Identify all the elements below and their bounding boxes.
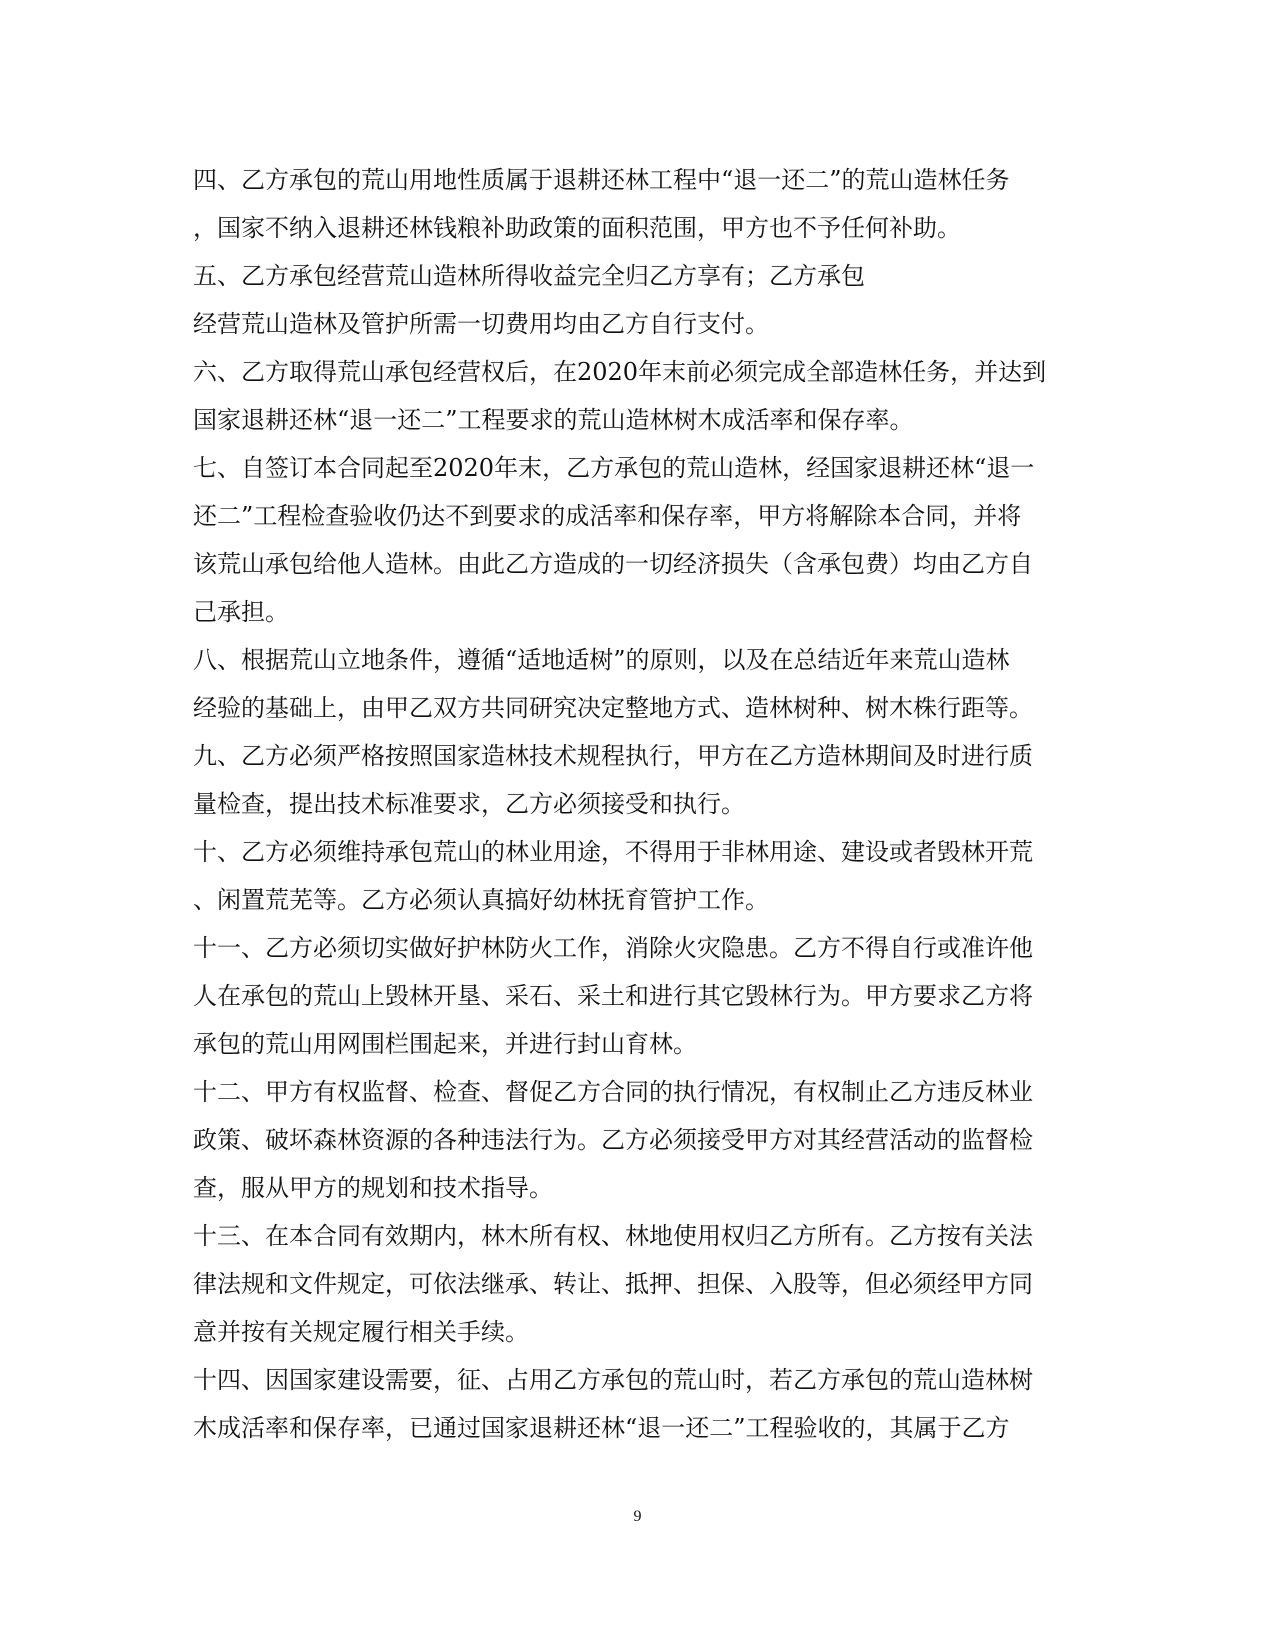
text-line: 十二、甲方有权监督、检查、督促乙方合同的执行情况，有权制止乙方违反林业 — [193, 1078, 1033, 1106]
text-line: 己承担。 — [193, 598, 289, 626]
text-line: 该荒山承包给他人造林。由此乙方造成的一切经济损失（含承包费）均由乙方自 — [193, 550, 1033, 578]
text-line: 七、自签订本合同起至2020年末，乙方承包的荒山造林，经国家退耕还林“退一 — [193, 454, 1035, 482]
text-line: 人在承包的荒山上毁林开垦、采石、采土和进行其它毁林行为。甲方要求乙方将 — [193, 982, 1033, 1010]
text-line: 政策、破坏森林资源的各种违法行为。乙方必须接受甲方对其经营活动的监督检 — [193, 1126, 1033, 1154]
text-line: ，国家不纳入退耕还林钱粮补助政策的面积范围，甲方也不予任何补助。 — [193, 214, 961, 242]
text-line: 四、乙方承包的荒山用地性质属于退耕还林工程中“退一还二”的荒山造林任务 — [193, 166, 1010, 194]
text-line: 经验的基础上，由甲乙双方共同研究决定整地方式、造林树种、树木株行距等。 — [193, 694, 1033, 722]
text-line: 十四、因国家建设需要，征、占用乙方承包的荒山时，若乙方承包的荒山造林树 — [193, 1366, 1033, 1394]
text-line: 十、乙方必须维持承包荒山的林业用途，不得用于非林用途、建设或者毁林开荒 — [193, 838, 1033, 866]
text-line: 八、根据荒山立地条件，遵循“适地适树”的原则，以及在总结近年来荒山造林 — [193, 646, 1010, 674]
text-line: 六、乙方取得荒山承包经营权后，在2020年末前必须完成全部造林任务，并达到 — [193, 358, 1047, 386]
text-line: 国家退耕还林“退一还二”工程要求的荒山造林树木成活率和保存率。 — [193, 406, 914, 434]
text-line: 十一、乙方必须切实做好护林防火工作，消除火灾隐患。乙方不得自行或准许他 — [193, 934, 1033, 962]
text-line: 经营荒山造林及管护所需一切费用均由乙方自行支付。 — [193, 310, 769, 338]
page-number: 9 — [633, 1508, 642, 1525]
text-line: 律法规和文件规定，可依法继承、转让、抵押、担保、入股等，但必须经甲方同 — [193, 1270, 1033, 1298]
document-body — [193, 156, 1073, 1452]
text-line: 查，服从甲方的规划和技术指导。 — [193, 1174, 553, 1202]
text-line: 木成活率和保存率，已通过国家退耕还林“退一还二”工程验收的，其属于乙方 — [193, 1414, 1010, 1442]
text-line: 九、乙方必须严格按照国家造林技术规程执行，甲方在乙方造林期间及时进行质 — [193, 742, 1033, 770]
text-line: 五、乙方承包经营荒山造林所得收益完全归乙方享有；乙方承包 — [193, 262, 865, 290]
text-line: 十三、在本合同有效期内，林木所有权、林地使用权归乙方所有。乙方按有关法 — [193, 1222, 1033, 1250]
text-line: 承包的荒山用网围栏围起来，并进行封山育林。 — [193, 1030, 697, 1058]
text-line: 还二”工程检查验收仍达不到要求的成活率和保存率，甲方将解除本合同，并将 — [193, 502, 1022, 530]
text-line: 量检查，提出技术标准要求，乙方必须接受和执行。 — [193, 790, 745, 818]
text-line: 意并按有关规定履行相关手续。 — [193, 1318, 529, 1346]
text-line: 、闲置荒芜等。乙方必须认真搞好幼林抚育管护工作。 — [193, 886, 769, 914]
